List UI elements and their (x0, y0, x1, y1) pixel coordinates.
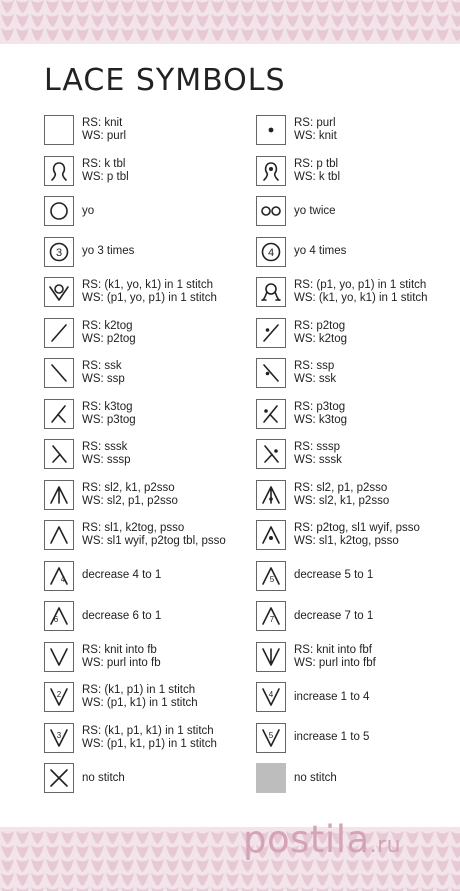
symbol-label-line: RS: sl1, k2tog, psso (82, 522, 185, 535)
dec-6-icon (44, 601, 74, 631)
inc-4-icon (256, 682, 286, 712)
svg-text:5: 5 (268, 730, 274, 740)
dec-4-icon (44, 561, 74, 591)
symbol-label-line: decrease 5 to 1 (294, 569, 374, 582)
dec-7-icon (256, 601, 286, 631)
symbol-row (44, 313, 256, 354)
symbol-label (82, 205, 94, 218)
svg-text:6: 6 (53, 615, 59, 625)
symbol-row (44, 353, 256, 394)
symbol-label-line: WS: sl2, k1, p2sso (294, 494, 390, 507)
left-slash-dot-icon (256, 358, 286, 388)
symbol-row (256, 596, 454, 637)
symbol-label-line: RS: sssk (82, 441, 128, 454)
symbol-label-line: WS: p3tog (82, 413, 136, 426)
symbol-label-line: WS: ssk (294, 373, 337, 386)
symbol-label-line: WS: sssk (294, 454, 342, 467)
symbol-label (82, 279, 217, 305)
symbol-label (294, 320, 347, 346)
symbol-label (294, 691, 369, 704)
symbol-label-line: WS: purl into fbf (294, 656, 376, 669)
circle-4-icon (256, 237, 286, 267)
symbol-label-line: WS: sssp (82, 454, 131, 467)
sl1k2tog-psso-icon (44, 520, 74, 550)
symbol-row (44, 515, 256, 556)
yo-inc-legs-icon (256, 277, 286, 307)
symbol-label-line: RS: knit into fb (82, 643, 157, 656)
symbol-label (82, 245, 134, 258)
symbol-label-line: RS: ssp (294, 360, 335, 373)
circle-icon (44, 196, 74, 226)
svg-text:3: 3 (55, 246, 63, 259)
symbol-label-line: WS: p tbl (82, 170, 129, 183)
symbol-label-line: WS: knit (294, 130, 337, 143)
symbol-label (294, 731, 369, 744)
symbol-label-line: WS: k tbl (294, 170, 341, 183)
symbol-label (82, 772, 125, 785)
symbol-label-line: RS: knit into fbf (294, 643, 372, 656)
symbol-label-line: RS: k tbl (82, 157, 126, 170)
symbol-label-line: WS: purl (82, 130, 127, 143)
symbol-row (44, 272, 256, 313)
symbol-row (256, 677, 454, 718)
svg-text:4: 4 (267, 246, 275, 259)
symbol-row (256, 758, 454, 799)
symbol-label (294, 569, 373, 582)
symbol-label (82, 610, 161, 623)
symbol-label (82, 401, 136, 427)
twisted-loop-icon (44, 156, 74, 186)
symbol-label (294, 245, 346, 258)
svg-text:4: 4 (60, 574, 66, 584)
symbol-label (294, 117, 337, 143)
kfb-icon (44, 642, 74, 672)
symbol-label-line: WS: (k1, yo, k1) in 1 stitch (294, 292, 428, 305)
sl2k1-psso-icon (44, 480, 74, 510)
symbol-label-line: RS: (k1, p1) in 1 stitch (82, 684, 196, 697)
symbol-row (256, 515, 454, 556)
symbol-label (82, 441, 131, 467)
symbol-row (256, 151, 454, 192)
circle-3-icon (44, 237, 74, 267)
kfbf-icon (256, 642, 286, 672)
symbol-label-line: yo (82, 204, 95, 217)
watermark-main: postila (243, 818, 370, 861)
inc-3-icon (44, 723, 74, 753)
sssk-dot-icon (256, 439, 286, 469)
symbol-row (44, 232, 256, 273)
symbol-row (256, 718, 454, 759)
k3tog-icon (44, 399, 74, 429)
symbol-label-line: RS: k3tog (82, 400, 133, 413)
page-title: LACE SYMBOLS (44, 63, 286, 98)
symbol-label-line: no stitch (82, 771, 125, 784)
symbol-label-line: RS: sl2, k1, p2sso (82, 481, 175, 494)
symbol-row (256, 313, 454, 354)
symbol-row (44, 434, 256, 475)
knit-border-top (0, 0, 460, 44)
k3tog-dot-icon (256, 399, 286, 429)
symbol-label-line: RS: (p1, yo, p1) in 1 stitch (294, 279, 427, 292)
symbol-label (294, 644, 376, 670)
symbol-label-line: WS: (p1, k1) in 1 stitch (82, 697, 198, 710)
symbol-row (44, 758, 256, 799)
symbol-label-line: yo 3 times (82, 245, 135, 258)
svg-text:2: 2 (56, 690, 62, 700)
symbol-label (82, 522, 226, 548)
symbol-row (44, 677, 256, 718)
symbol-label-line: no stitch (294, 771, 337, 784)
symbol-label (294, 441, 342, 467)
symbol-label-line: RS: p2tog (294, 319, 346, 332)
symbol-label-line: decrease 6 to 1 (82, 609, 162, 622)
symbol-label-line: increase 1 to 4 (294, 690, 370, 703)
dot-icon (256, 115, 286, 145)
symbol-label-line: RS: purl (294, 117, 336, 130)
symbol-label (82, 482, 178, 508)
symbol-row (44, 637, 256, 678)
symbol-label-line: decrease 7 to 1 (294, 609, 374, 622)
svg-text:5: 5 (269, 574, 275, 584)
symbol-label (82, 117, 126, 143)
symbol-label (294, 401, 347, 427)
symbol-row (256, 272, 454, 313)
symbol-label (294, 158, 340, 184)
symbol-label (82, 569, 161, 582)
symbol-label (82, 684, 198, 710)
symbol-label-line: yo twice (294, 204, 336, 217)
blank-square-icon (44, 115, 74, 145)
symbol-row (44, 191, 256, 232)
symbol-label-line: RS: p2tog, sl1 wyif, psso (294, 522, 420, 535)
symbol-label-line: RS: knit (82, 117, 123, 130)
right-slash-icon (44, 318, 74, 348)
symbol-row (256, 475, 454, 516)
symbol-label-line: WS: sl1, k2tog, psso (294, 535, 399, 548)
inc-5-icon (256, 723, 286, 753)
symbol-label (294, 522, 420, 548)
symbol-row (256, 353, 454, 394)
symbol-row (256, 232, 454, 273)
symbol-row (256, 434, 454, 475)
gray-square-icon (256, 763, 286, 793)
symbol-row (256, 637, 454, 678)
symbol-row (256, 191, 454, 232)
symbol-label-line: WS: k3tog (294, 413, 348, 426)
left-slash-icon (44, 358, 74, 388)
symbol-label-line: RS: (k1, yo, k1) in 1 stitch (82, 279, 214, 292)
dec-5-icon (256, 561, 286, 591)
twisted-loop-dot-icon (256, 156, 286, 186)
symbol-row (256, 556, 454, 597)
symbol-label (294, 360, 336, 386)
p2tog-sl1-icon (256, 520, 286, 550)
symbol-label-line: RS: k2tog (82, 319, 133, 332)
symbol-label-line: yo 4 times (294, 245, 347, 258)
symbol-label-line: RS: sssp (294, 441, 341, 454)
symbol-label (82, 320, 136, 346)
symbol-label-line: RS: sl2, p1, p2sso (294, 481, 388, 494)
symbol-label (294, 279, 428, 305)
symbol-row (44, 475, 256, 516)
x-cross-icon (44, 763, 74, 793)
symbol-label (294, 772, 337, 785)
svg-text:7: 7 (269, 615, 275, 625)
watermark-tld: .ru (369, 833, 402, 858)
symbol-label-line: RS: (k1, p1, k1) in 1 stitch (82, 724, 214, 737)
sl2p1-psso-icon (256, 480, 286, 510)
right-slash-dot-icon (256, 318, 286, 348)
yo-inc-pointed-icon (44, 277, 74, 307)
symbol-label (294, 482, 389, 508)
inc-2-icon (44, 682, 74, 712)
svg-text:4: 4 (268, 690, 274, 700)
symbol-label-line: WS: sl1 wyif, p2tog tbl, psso (82, 535, 226, 548)
symbol-label (82, 360, 125, 386)
watermark (243, 818, 401, 861)
symbol-row (44, 556, 256, 597)
symbol-row (256, 394, 454, 435)
symbol-label-line: WS: sl2, p1, p2sso (82, 494, 178, 507)
svg-text:3: 3 (56, 730, 62, 740)
symbol-label-line: increase 1 to 5 (294, 731, 370, 744)
symbol-label-line: RS: ssk (82, 360, 122, 373)
symbol-label-line: WS: ssp (82, 373, 125, 386)
symbol-label (82, 158, 129, 184)
symbol-label (294, 205, 336, 218)
symbol-row (256, 110, 454, 151)
symbol-label-line: WS: k2tog (294, 332, 348, 345)
symbol-label (82, 725, 217, 751)
symbol-label (82, 644, 161, 670)
symbol-label-line: RS: p tbl (294, 157, 339, 170)
symbol-label (294, 610, 373, 623)
double-circle-icon (256, 196, 286, 226)
symbol-row (44, 394, 256, 435)
symbol-row (44, 110, 256, 151)
symbol-label-line: RS: p3tog (294, 400, 346, 413)
symbol-grid (44, 110, 454, 799)
symbol-label-line: decrease 4 to 1 (82, 569, 162, 582)
symbol-row (44, 151, 256, 192)
symbol-label-line: WS: purl into fb (82, 656, 161, 669)
symbol-label-line: WS: (p1, k1, p1) in 1 stitch (82, 737, 217, 750)
symbol-row (44, 596, 256, 637)
symbol-label-line: WS: p2tog (82, 332, 136, 345)
sssk-icon (44, 439, 74, 469)
symbol-label-line: WS: (p1, yo, p1) in 1 stitch (82, 292, 217, 305)
symbol-row (44, 718, 256, 759)
